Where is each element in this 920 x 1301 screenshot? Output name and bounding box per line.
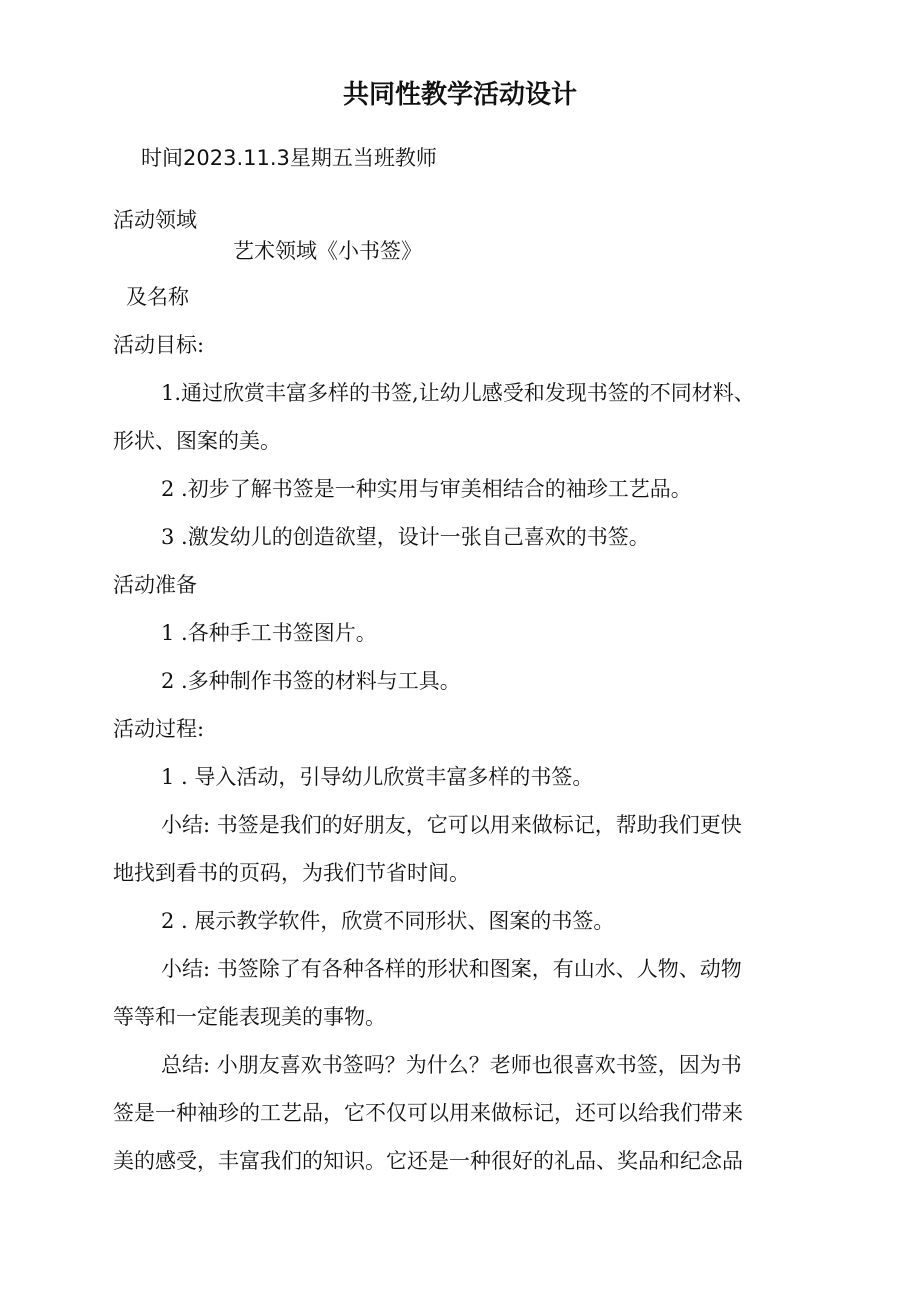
goals-heading: 活动目标:	[113, 333, 205, 357]
preparation-heading: 活动准备	[113, 573, 197, 597]
domain-label-cont: 及名称	[126, 285, 189, 309]
goal-item-3: 3 .激发幼儿的创造欲望，设计一张自己喜欢的书签。	[161, 525, 650, 549]
process-summary-1: 小结: 书签是我们的好朋友，它可以用来做标记，帮助我们更快	[161, 813, 742, 837]
preparation-item-2: 2 .多种制作书签的材料与工具。	[161, 669, 461, 693]
process-step-1: 1 . 导入活动，引导幼儿欣赏丰富多样的书签。	[161, 765, 594, 789]
process-summary-2: 小结: 书签除了有各种各样的形状和图案，有山水、人物、动物	[161, 957, 742, 981]
document-title: 共同性教学活动设计	[342, 80, 577, 110]
goal-item-1-cont: 形状、图案的美。	[113, 429, 281, 453]
goal-item-2: 2 .初步了解书签是一种实用与审美相结合的袖珍工艺品。	[161, 477, 692, 501]
goal-item-1: 1.通过欣赏丰富多样的书签,让幼儿感受和发现书签的不同材料、	[161, 381, 755, 405]
meta-line: 时间2023.11.3星期五当班教师	[141, 146, 437, 170]
domain-label: 活动领域	[113, 208, 197, 232]
process-conclusion: 总结: 小朋友喜欢书签吗？为什么？老师也很喜欢书签，因为书	[161, 1053, 742, 1077]
domain-value: 艺术领域《小书签》	[233, 239, 422, 263]
process-heading: 活动过程:	[113, 717, 205, 741]
process-conclusion-cont-1: 签是一种袖珍的工艺品，它不仅可以用来做标记，还可以给我们带来	[113, 1101, 743, 1125]
process-step-2: 2 . 展示教学软件，欣赏不同形状、图案的书签。	[161, 909, 615, 933]
process-summary-2-cont: 等等和一定能表现美的事物。	[113, 1005, 386, 1029]
process-summary-1-cont: 地找到看书的页码，为我们节省时间。	[113, 861, 470, 885]
process-conclusion-cont-2: 美的感受，丰富我们的知识。它还是一种很好的礼品、奖品和纪念品	[113, 1149, 743, 1173]
preparation-item-1: 1 .各种手工书签图片。	[161, 621, 377, 645]
